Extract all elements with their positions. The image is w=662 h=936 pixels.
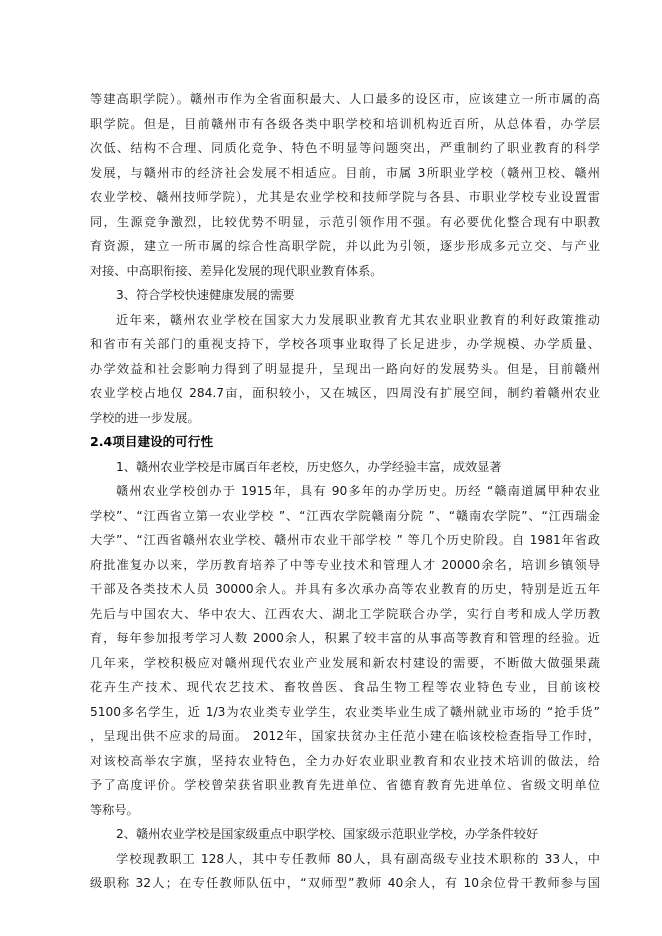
body-text-line: 对该校高举农字旗，坚持农业特色，全力办好农业职业教育和农业技术培训的做法，给: [90, 754, 600, 768]
body-text-line: 大学”、“江西省赣州农业学校、赣州市农业干部学校 ” 等几个历史阶段。自 1981年省政: [90, 533, 600, 547]
body-text-line: 学校”、“江西省立第一农业学校 ”、“江西农学院赣南分院 ”、“赣南农学院”、“江西瑞金: [90, 509, 600, 523]
body-text-line: 赣州农业学校创办于 1915年，具有 90多年的办学历史。历经 “赣南道属甲种农业: [116, 484, 600, 498]
body-text-line: 花卉生产技术、现代农艺技术、畜牧兽医、食品生物工程等农业特色专业，目前该校: [90, 680, 600, 694]
body-text-line: 先后与中国农大、华中农大、江西农大、湖北工学院联合办学，实行自考和成人学历教: [90, 607, 600, 621]
section-subheading: 1、赣州农业学校是市属百年老校，历史悠久，办学经验丰富，成效显著: [116, 460, 502, 474]
body-text-line: 办学效益和社会影响力得到了明显提升，呈现出一路向好的发展势头。但是，目前赣州: [90, 362, 600, 376]
body-text-line: 几年来，学校积极应对赣州现代农业产业发展和新农村建设的需要，不断做大做强果蔬: [90, 656, 600, 670]
body-text-line: 次低、结构不合理、同质化竞争、特色不明显等问题突出，严重制约了职业教育的科学: [90, 141, 600, 155]
body-text-line: 学校的进一步发展。: [90, 411, 200, 425]
body-text-line: 等建高职学院）。赣州市作为全省面积最大、人口最多的设区市，应该建立一所市属的高: [90, 92, 600, 106]
body-text-line: 级职称 32人；在专任教师队伍中，“双师型”教师 40余人，有 10余位骨干教师参与国: [90, 876, 600, 890]
body-text-line: 育，每年参加报考学习人数 2000余人，积累了较丰富的从事高等教育和管理的经验。近: [90, 631, 600, 645]
section-heading: 2.4项目建设的可行性: [90, 434, 214, 449]
body-text-line: 近年来，赣州农业学校在国家大力发展职业教育尤其农业职业教育的利好政策推动: [116, 313, 600, 327]
body-text-line: ，呈现出供不应求的局面。 2012年，国家扶贫办主任范小建在临该校检查指导工作时，: [90, 729, 600, 743]
body-text-line: 5100多名学生，近 1/3为农业类专业学生，农业类毕业生成了赣州就业市场的 “抢手货”: [90, 705, 600, 719]
body-text-line: 等称号。: [90, 803, 139, 817]
body-text-line: 干部及各类技术人员 30000余人。并具有多次承办高等农业教育的历史，特别是近五年: [90, 582, 600, 596]
body-text-line: 和省市有关部门的重视支持下，学校各项事业取得了长足进步，办学规模、办学质量、: [90, 337, 600, 351]
body-text-line: 同，生源竞争激烈，比较优势不明显，示范引领作用不强。有必要优化整合现有中职教: [90, 215, 600, 229]
body-text-line: 农业学校、赣州技师学院），尤其是农业学校和技师学院与各县、市职业学校专业设置雷: [90, 190, 600, 204]
body-text-line: 发展，与赣州市的经济社会发展不相适应。目前，市属 3所职业学校（赣州卫校、赣州: [90, 166, 600, 180]
section-subheading: 3、符合学校快速健康发展的需要: [116, 288, 295, 302]
body-text-line: 府批准复办以来，学历教育培养了中等专业技术和管理人才 20000余名，培训乡镇领导: [90, 558, 600, 572]
body-text-line: 育资源，建立一所市属的综合性高职学院，并以此为引领，逐步形成多元立交、与产业: [90, 239, 600, 253]
body-text-line: 对接、中高职衔接、差异化发展的现代职业教育体系。: [90, 264, 383, 278]
section-subheading: 2、赣州农业学校是国家级重点中职学校、国家级示范职业学校，办学条件较好: [116, 827, 539, 841]
body-text-line: 农业学校占地仅 284.7亩，面积较小，又在城区，四周没有扩展空间，制约着赣州农业: [90, 386, 600, 400]
body-text-line: 予了高度评价。学校曾荣获省职业教育先进单位、省德育教育先进单位、省级文明单位: [90, 778, 600, 792]
body-text-line: 学校现教职工 128人，其中专任教师 80人，具有副高级专业技术职称的 33人，中: [116, 852, 600, 866]
body-text-line: 职学院。但是，目前赣州市有各级各类中职学校和培训机构近百所，从总体看，办学层: [90, 117, 600, 131]
